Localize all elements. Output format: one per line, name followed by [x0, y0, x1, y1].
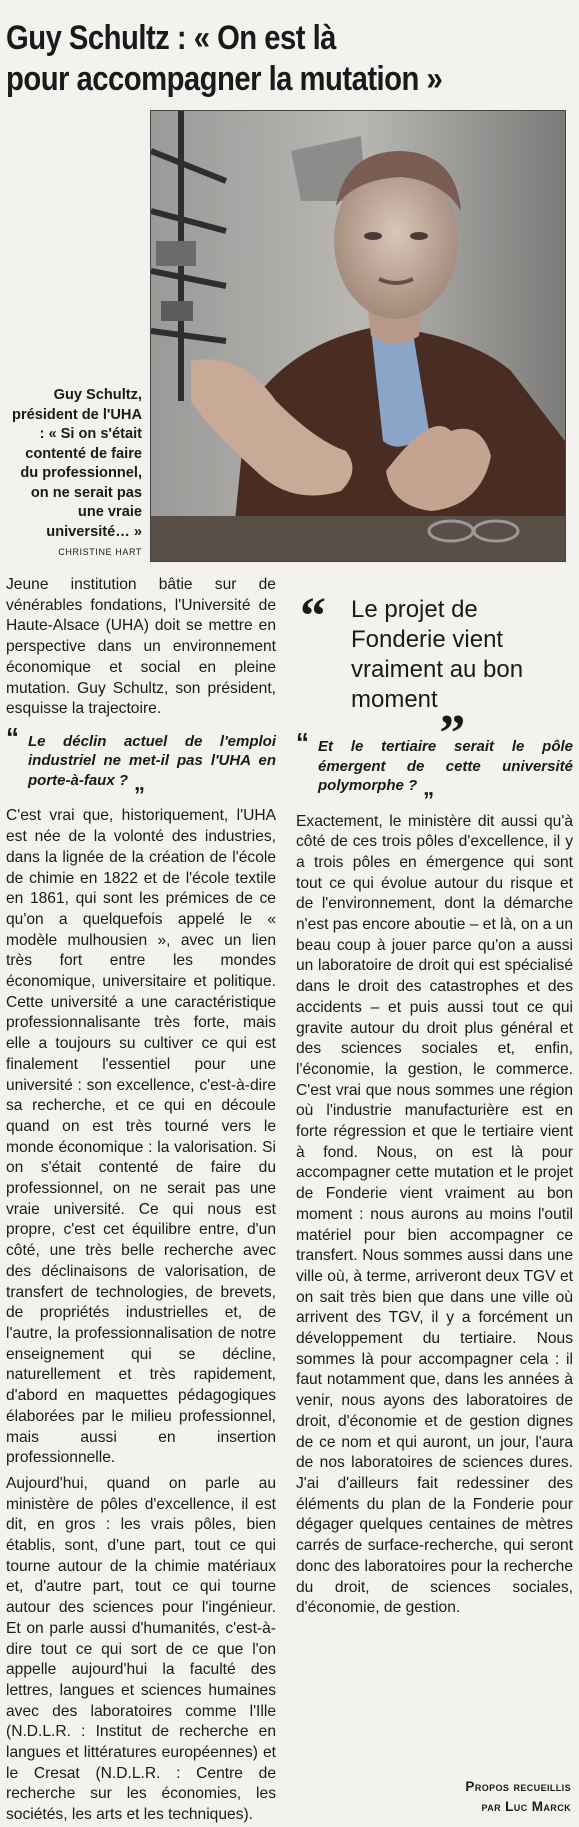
pull-quote	[296, 588, 573, 735]
byline-line-2: par Luc Marck	[481, 1799, 571, 1814]
close-quote-mark: „	[134, 769, 146, 795]
headline-line-1: Guy Schultz : « On est là	[6, 19, 336, 57]
headline-line-2: pour accompagner la mutation »	[6, 60, 443, 98]
pull-quote-text: Le projet de Fonderie vient vraiment au bon moment	[351, 596, 524, 713]
answer-1: C'est vrai que, historiquement, l'UHA est née de la volonté des industries, dans la lignée de la création de l'école de chimie en 1822 et de l'école textile en 1861, qui sont les prémices de ce qu'on a quelquefois appelé le « modèle mulhousien », avec un lien très fort entre les mondes économique, universitaire et politique. Cette université a une caractéristique professionnalisante très forte, mais elle a toujours su cultiver ce qui est finalement l'essentiel pour une université : son excellence, c'est-à-dire sa recherche, et ce qui en découle quand on est très tourné vers le monde économique : la valorisation. Si on s'était contenté de faire du professionnel, on ne serait pas une vraie université. Ce qui nous est propre, c'est cet équilibre entre, d'un côté, une très belle recherche avec des déclinaisons de valorisation, de transfert de technologies, de brevets, de propriétés industrielles et, de l'autre, la professionnalisation de notre enseignement qui se décline, naturellement et très rapidement, d'abord en maquettes pédagogiques élaborées par le milieu professionnel, mais aussi en insertion professionnelle.	[6, 807, 276, 1467]
pull-quote-close-mark: „	[439, 678, 466, 735]
byline-line-1: Propos recueillis	[465, 1779, 571, 1794]
portrait-photo-drawing	[151, 111, 565, 561]
headline	[6, 18, 494, 100]
photo-caption: Guy Schultz, président de l'UHA : « Si on s'était contenté de faire du professionnel, on ne serait pas une vraie université… »	[12, 387, 142, 540]
close-quote-mark-2: „	[423, 775, 435, 800]
article-column-2	[296, 575, 573, 1823]
article-column-1	[6, 575, 276, 1823]
question-1-text: Le déclin actuel de l'emploi industriel ne met-il pas l'UHA en porte-à-faux ?	[28, 732, 276, 789]
question-1	[6, 721, 276, 795]
portrait-photo	[150, 110, 566, 562]
open-quote-mark: “	[6, 721, 19, 752]
open-quote-mark-2: “	[296, 727, 309, 757]
question-2-text: Et le tertiaire serait le pôle émergent de cette université polymorphe ?	[318, 738, 573, 794]
answer-2: Exactement, le ministère dit aussi qu'à côté de ces trois pôles d'excellence, il y a trois pôles en émergence qui sont tout ce qui évolue autour du risque et de l'environnement, dont la démarche n'est pas encore aboutie – et là, on a un beau coup à jouer parce qu'on a aussi un laboratoire de droit qui est spécialisé dans le droit des catastrophes et des accidents – et puis aussi tout ce qui gravite autour du droit plus général et des sciences sociales et, enfin, l'économie, la gestion, le commerce. C'est vrai que nous sommes une région où l'industrie manufacturière est en forte régression et que le tertiaire vient à fond. Nous, on est là pour accompagner cette mutation et le projet de Fonderie vient vraiment au bon moment : nous aurons au moins l'outil matériel pour bien accompagner ce transfert. Nous sommes aussi dans une ville où, à terme, arriveront deux TGV et on sait très bien que dans une ville où arrivent des TGV, il y a forcément un développement du tertiaire. Nous sommes là pour accompagner cela : il faut notamment que, dans les années à venir, nous ayons des laboratoires de droit, d'économie et de gestion dignes de ce nom et qui auront, un jour, l'aura de nos laboratoires de sciences dures. J'ai d'ailleurs fait redessiner des éléments du plan de la Fonderie pour dégager quelques centaines de mètres carrés de surface-recherche, qui seront donc des laboratoires pour la recherche du droit, de sciences sociales, d'économie, de gestion.	[296, 812, 573, 1617]
answer-1-continued: Aujourd'hui, quand on parle au ministère de pôles d'excellence, il est dit, en gros : les vrais pôles, bien établis, sont, d'une part, tout ce qui tourne autour de la chimie matériaux et, d'autre part, tout ce qui tourne autour des sciences pour l'ingénieur. Et on parle aussi d'humanités, c'est-à-dire tout ce qui sort de ce que l'on appelle aujourd'hui la faculté des lettres, langues et sciences humaines avec des laboratoires comme l'Ille (N.D.L.R. : Institut de recherche en langues et littératures européennes) et le Cresat (N.D.L.R. : Centre de recherche sur les économies, les sociétés, les arts et les techniques).	[6, 1474, 276, 1824]
pull-quote-open-mark: “	[300, 588, 326, 645]
article-intro: Jeune institution bâtie sur de vénérables fondations, l'Université de Haute-Alsace (UHA) doit se mettre en perspective dans un environnement économique et social en pleine mutation. Guy Schultz, son président, esquisse la trajectoire.	[6, 576, 276, 718]
photo-credit: CHRISTINE HART	[58, 547, 142, 557]
question-2	[296, 727, 573, 800]
byline	[465, 1777, 571, 1817]
